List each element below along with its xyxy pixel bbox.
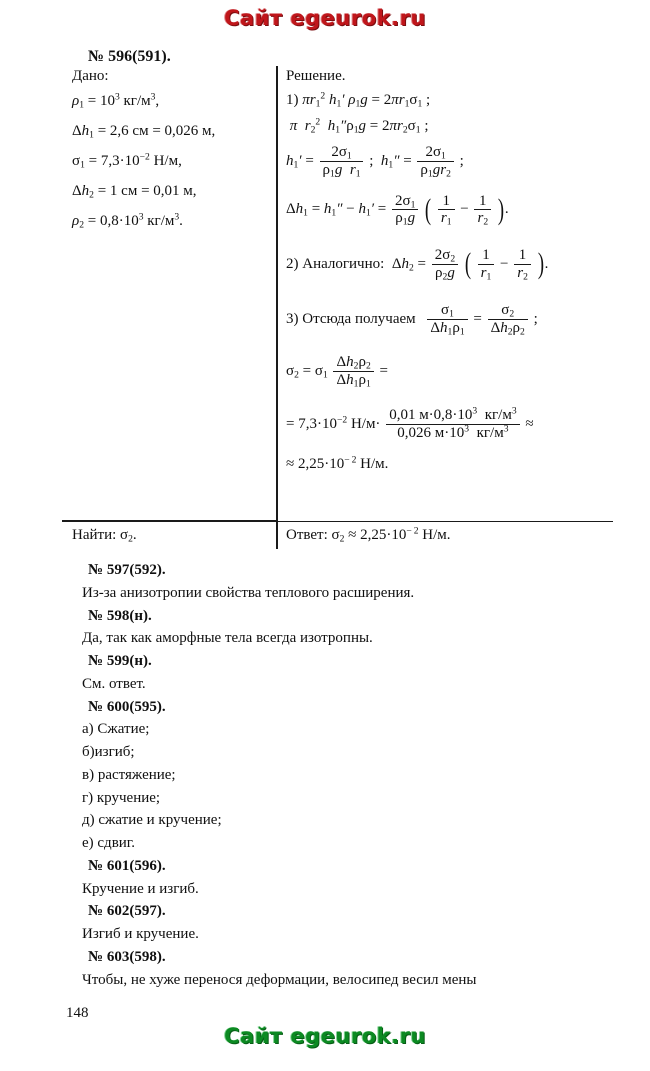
answer-label: Ответ: $\sigma_2 \approx 2,25\cdot 10^{- 2}$ Н/м.	[286, 525, 451, 545]
answer-number-602: № 602(597).	[88, 903, 166, 920]
problem-number-heading: № 596(591).	[88, 48, 171, 65]
watermark-bottom: Сайт egeurok.ru	[224, 1024, 426, 1048]
solution-bottom-rule	[277, 521, 613, 522]
given-row: $\Delta h_1 = 2,6$ см = 0,026 м,	[72, 123, 216, 141]
find-label: Найти: $\sigma_2$.	[72, 527, 137, 545]
column-divider	[276, 66, 278, 549]
solution-label: Решение.	[286, 68, 346, 84]
answer-number-603: № 603(598).	[88, 948, 166, 965]
answer-option-d: д) сжатие и кручение;	[82, 812, 222, 829]
answer-text-598: Да, так как аморфные тела всегда изотропны.	[82, 630, 373, 647]
solution-step-5: = $7,3\cdot 10^{-2}$ Н/м· $\frac{0,01 м\cdot 0,8\cdot 10^3 кг/м^3}{0,026 м\cdot 10^3 кг/м^3}$ ≈	[286, 405, 534, 441]
given-row: $\Delta h_2 = 1$ см = 0,01 м,	[72, 183, 197, 201]
given-column	[72, 68, 268, 243]
solution-step-6: ≈ $2,25\cdot 10^{- 2}$ Н/м.	[286, 454, 389, 472]
answer-text-599: См. ответ.	[82, 675, 146, 692]
solution-column	[286, 68, 616, 482]
solution-step-2: 2) Аналогично: $\Delta h_2$ = $\frac{2\sigma_2}{\rho_2g}$ ( $\frac{1}{r_1}$ − $\frac{1}{r_2}$ ).	[286, 247, 549, 283]
solution-step-3-lead: 3) Отсюда получаем	[286, 310, 416, 327]
solution-step-1d: $\Delta h_1 = h_1'' - h_1'$ = $\frac{2\sigma_1}{\rho_1g}$ ( $\frac{1}{r_1}$ − $\frac{1}{r_2}$ ).	[286, 192, 509, 229]
watermark-top: Сайт egeurok.ru	[224, 6, 426, 30]
given-row: $\sigma_1 = 7,3\cdot 10^{-2}$ Н/м,	[72, 151, 182, 171]
solution-step-1b: π $r_2^2$ $h_1''\rho_1g = 2\pi r_2\sigma_1$ ;	[289, 116, 429, 136]
answer-option-a: а) Сжатие;	[82, 721, 150, 738]
answer-option-b: б)изгиб;	[82, 744, 135, 760]
answer-option-g: г) кручение;	[82, 789, 161, 806]
answers-list	[60, 560, 650, 992]
solution-step-1: 1) $\pi r_1^2$ $h_1'$ $\rho_1g = 2\pi r_1\sigma_1$ ;	[286, 90, 431, 110]
answer-text-602: Изгиб и кручение.	[82, 926, 199, 942]
solution-step-4: $\sigma_2 = \sigma_1$ $\frac{\Delta h_2\rho_2}{\Delta h_1\rho_1}$ =	[286, 354, 388, 390]
solution-step-3: 3) Отсюда получаем $\frac{\sigma_1}{\Delta h_1\rho_1}$ = $\frac{\sigma_2}{\Delta h_2\rho_2}$ ;	[286, 301, 538, 338]
answer-number-597: № 597(592).	[88, 562, 166, 578]
given-bottom-rule	[62, 520, 277, 522]
given-row: $\rho_1 = 10^3$ $кг/м^3$,	[72, 91, 160, 111]
answer-number-600: № 600(595).	[88, 698, 166, 715]
answer-text-597: Из-за анизотропии свойства теплового расширения.	[82, 584, 415, 601]
answer-number-598: № 598(н).	[88, 607, 152, 624]
answer-option-e: е) сдвиг.	[82, 835, 136, 851]
given-row: $\rho_2 = 0,8\cdot 10^3$ $кг/м^3$.	[72, 211, 183, 231]
page-number: 148	[66, 1005, 89, 1021]
answer-text-601: Кручение и изгиб.	[82, 880, 199, 897]
solution-step-1c: $h_1'$ = $\frac{2\sigma_1}{\rho_1g r_1}$ ; $h_1''$ = $\frac{2\sigma_1}{\rho_1gr_2}$ ;	[286, 144, 464, 180]
answer-number-601: № 601(596).	[88, 857, 166, 874]
solution-step-2-lead: 2) Аналогично:	[286, 255, 385, 272]
answer-number-599: № 599(н).	[88, 653, 152, 669]
answer-text-603: Чтобы, не хуже перенося деформации, велосипед весил мены	[82, 971, 477, 988]
given-label: Дано:	[72, 68, 109, 84]
answer-option-v: в) растяжение;	[82, 766, 176, 783]
